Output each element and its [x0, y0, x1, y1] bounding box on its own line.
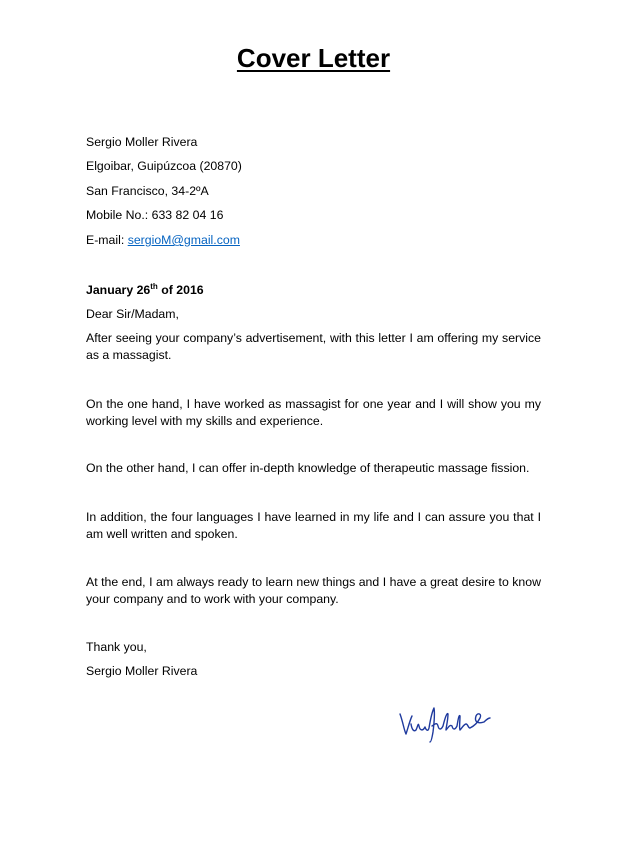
salutation: Dear Sir/Madam, [86, 307, 179, 321]
letter-date [86, 282, 204, 298]
date-year: of 2016 [157, 283, 204, 297]
sender-name: Sergio Moller Rivera [86, 135, 198, 149]
email-label: E-mail: [86, 233, 128, 247]
paragraph-2: On the one hand, I have worked as massagist for one year and I will show you my working level with my skills and experience. [86, 397, 541, 428]
sender-city: Elgoibar, Guipúzcoa (20870) [86, 159, 242, 173]
signer-name: Sergio Moller Rivera [86, 664, 198, 678]
paragraph-4: In addition, the four languages I have learned in my life and I can assure you that I am well written and spoken. [86, 510, 541, 541]
paragraph-1: After seeing your company’s advertisement, with this letter I am offering my service as a massagist. [86, 331, 541, 362]
paragraph-3: On the other hand, I can offer in-depth knowledge of therapeutic massage fission. [86, 461, 530, 475]
sender-street: San Francisco, 34-2ºA [86, 184, 209, 198]
page-title: Cover Letter [236, 43, 391, 73]
date-suffix: th [150, 281, 158, 291]
sender-mobile: Mobile No.: 633 82 04 16 [86, 208, 224, 222]
sender-email-line [86, 232, 240, 248]
paragraph-5: At the end, I am always ready to learn new things and I have a great desire to know your company and to work with your company. [86, 575, 541, 606]
closing: Thank you, [86, 640, 147, 654]
date-month-day: January 26 [86, 283, 151, 297]
signature-image [396, 700, 492, 744]
email-link[interactable]: sergioM@gmail.com [127, 233, 240, 247]
